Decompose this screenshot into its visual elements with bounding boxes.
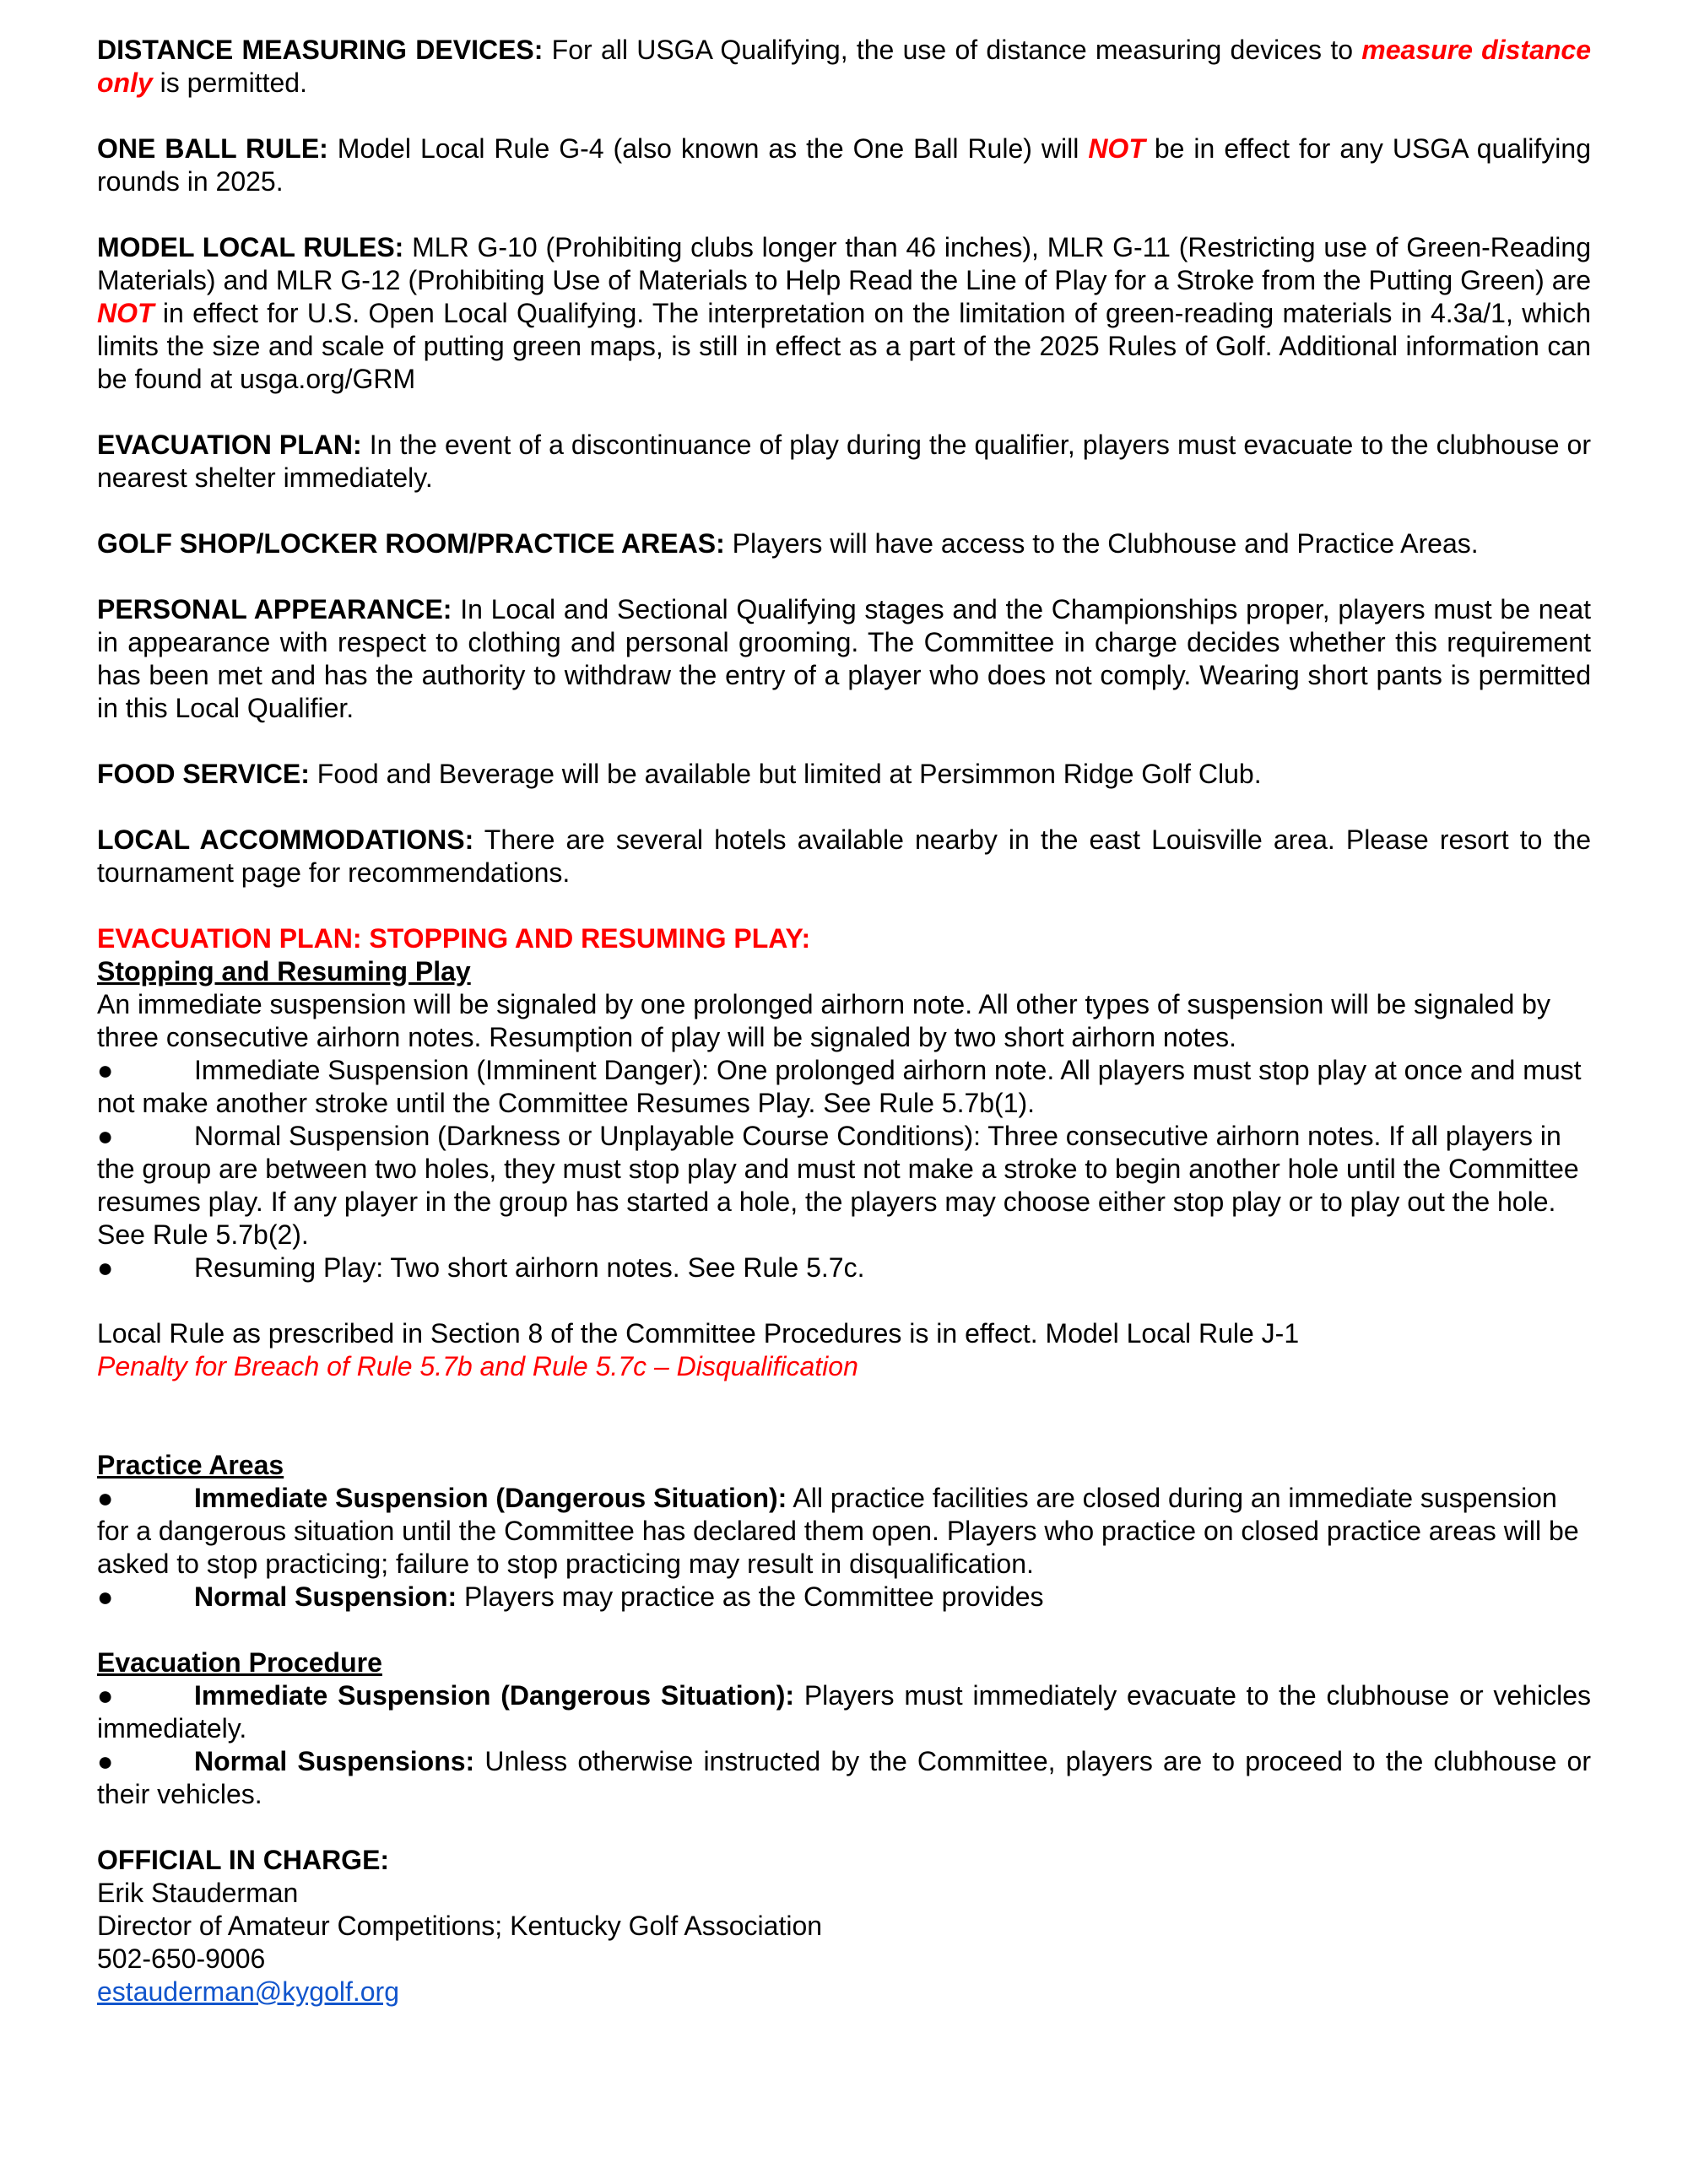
- bullet-item-immediate-suspension: [97, 1054, 1591, 1120]
- red-emphasis-text: measure distance only: [97, 35, 1592, 98]
- heading-stopping-and-resuming-play: [97, 955, 1591, 988]
- section-label: DISTANCE MEASURING DEVICES:: [97, 35, 544, 65]
- heading-official-in-charge: [97, 1844, 1591, 1877]
- official-name: [97, 1877, 1591, 1910]
- body-text: Local Rule as prescribed in Section 8 of the Committee Procedures is in effect. Model Local Rule J-1: [97, 1318, 1300, 1349]
- paragraph-personal-appearance: [97, 593, 1591, 725]
- bullet-item-practice-normal: [97, 1581, 1591, 1614]
- bullet-icon: ●: [97, 1055, 114, 1085]
- body-text: Players will have access to the Clubhouse and Practice Areas.: [724, 528, 1479, 559]
- section-label: MODEL LOCAL RULES:: [97, 232, 404, 262]
- phone-number: 502-650-9006: [97, 1943, 266, 1974]
- bullet-item-evac-immediate: [97, 1679, 1591, 1745]
- body-text: For all USGA Qualifying, the use of distance measuring devices to: [543, 35, 1362, 65]
- bullet-icon: ●: [97, 1483, 114, 1513]
- subsection-heading: Evacuation Procedure: [97, 1647, 382, 1678]
- body-text: in effect for U.S. Open Local Qualifying. The interpretation on the limitation of green-reading materials in 4.3a/1, which limits the size and scale of putting green maps, is still in effect as a part of the 2025 Rules of Golf. Additional information can be found at usga.org/GRM: [97, 298, 1591, 394]
- paragraph-distance-measuring-devices: [97, 34, 1591, 100]
- body-text: Model Local Rule G-4 (also known as the One Ball Rule) will: [327, 133, 1089, 164]
- bullet-item-normal-suspension: [97, 1120, 1591, 1251]
- bullet-text: Players may practice as the Committee provides: [457, 1581, 1044, 1612]
- body-text: Erik Stauderman: [97, 1878, 299, 1908]
- section-label: FOOD SERVICE:: [97, 759, 310, 789]
- paragraph-golf-shop: [97, 527, 1591, 560]
- paragraph-local-rule-section8: [97, 1317, 1591, 1350]
- bullet-bold-lead: Immediate Suspension (Dangerous Situation):: [194, 1680, 795, 1711]
- official-phone: [97, 1943, 1591, 1976]
- section-label: ONE BALL RULE:: [97, 133, 328, 164]
- red-section-heading: EVACUATION PLAN: STOPPING AND RESUMING PLAY:: [97, 923, 811, 954]
- email-link[interactable]: estauderman@kygolf.org: [97, 1976, 399, 2007]
- paragraph-local-accommodations: [97, 824, 1591, 889]
- paragraph-one-ball-rule: [97, 132, 1591, 198]
- bullet-text: Resuming Play: Two short airhorn notes. See Rule 5.7c.: [194, 1252, 865, 1283]
- section-label: LOCAL ACCOMMODATIONS:: [97, 824, 474, 855]
- heading-evacuation-procedure: [97, 1646, 1591, 1679]
- section-label: PERSONAL APPEARANCE:: [97, 594, 452, 624]
- heading-practice-areas: [97, 1449, 1591, 1482]
- subsection-heading: Stopping and Resuming Play: [97, 956, 471, 987]
- official-title: [97, 1910, 1591, 1943]
- bullet-text: Unless otherwise instructed by the Committee, players are to proceed to the clubhouse or their vehicles.: [97, 1746, 1592, 1809]
- section-label: GOLF SHOP/LOCKER ROOM/PRACTICE AREAS:: [97, 528, 725, 559]
- bullet-text: Immediate Suspension (Imminent Danger): One prolonged airhorn note. All players must stop play at once and must not make another stroke until the Committee Resumes Play. See Rule 5.7b(1).: [97, 1055, 1582, 1118]
- red-emphasis-text: NOT: [97, 298, 154, 328]
- bullet-item-evac-normal: [97, 1745, 1591, 1811]
- body-text: There are several hotels available nearby in the east Louisville area. Please resort to the tournament page for recommendations.: [97, 824, 1592, 888]
- paragraph-penalty-statement: [97, 1350, 1591, 1383]
- official-email-row: [97, 1976, 1591, 2008]
- body-text: An immediate suspension will be signaled by one prolonged airhorn note. All other types of suspension will be signaled by three consecutive airhorn notes. Resumption of play will be signaled by two short airhorn notes.: [97, 989, 1550, 1052]
- bullet-bold-lead: Immediate Suspension (Dangerous Situation):: [194, 1483, 787, 1513]
- paragraph-suspension-intro: [97, 988, 1591, 1054]
- paragraph-evacuation-plan: [97, 429, 1591, 495]
- paragraph-model-local-rules: [97, 231, 1591, 396]
- bullet-item-practice-immediate: [97, 1482, 1591, 1581]
- body-text: Food and Beverage will be available but limited at Persimmon Ridge Golf Club.: [309, 759, 1262, 789]
- bullet-text: Normal Suspension (Darkness or Unplayable Course Conditions): Three consecutive airhorn notes. If all players in the group are between two holes, they must stop play and must not make a stroke to begin another hole until the Committee resumes play. If any player in the group has started a hole, the players may choose either stop play or to play out the hole. See Rule 5.7b(2).: [97, 1121, 1579, 1250]
- body-text: In the event of a discontinuance of play during the qualifier, players must evacuate to the clubhouse or nearest shelter immediately.: [97, 430, 1592, 493]
- red-emphasis-text: NOT: [1088, 133, 1145, 164]
- bullet-icon: ●: [97, 1121, 114, 1151]
- paragraph-food-service: [97, 758, 1591, 791]
- bullet-item-resuming-play: [97, 1251, 1591, 1284]
- section-label: OFFICIAL IN CHARGE:: [97, 1845, 390, 1875]
- body-text: MLR G-10 (Prohibiting clubs longer than 46 inches), MLR G-11 (Restricting use of Green-Reading Materials) and MLR G-12 (Prohibiting Use of Materials to Help Read the Line of Play for a Stroke from the Putting Green) are: [97, 232, 1592, 295]
- body-text: is permitted.: [152, 68, 307, 98]
- bullet-text: All practice facilities are closed during an immediate suspension for a dangerous situation until the Committee has declared them open. Players who practice on closed practice areas will be asked to stop practicing; failure to stop practicing may result in disqualification.: [97, 1483, 1579, 1579]
- heading-evacuation-stopping-resuming: [97, 922, 1591, 955]
- section-label: EVACUATION PLAN:: [97, 430, 362, 460]
- penalty-text: Penalty for Breach of Rule 5.7b and Rule 5.7c – Disqualification: [97, 1351, 858, 1381]
- body-text: In Local and Sectional Qualifying stages and the Championships proper, players must be neat in appearance with respect to clothing and personal grooming. The Committee in charge decides whether this requirement has been met and has the authority to withdraw the entry of a player who does not comply. Wearing short pants is permitted in this Local Qualifier.: [97, 594, 1592, 723]
- bullet-bold-lead: Normal Suspension:: [194, 1581, 457, 1612]
- bullet-bold-lead: Normal Suspensions:: [194, 1746, 475, 1776]
- bullet-icon: ●: [97, 1581, 114, 1612]
- bullet-icon: ●: [97, 1680, 114, 1711]
- bullet-icon: ●: [97, 1252, 114, 1283]
- bullet-text: Players must immediately evacuate to the clubhouse or vehicles immediately.: [97, 1680, 1592, 1743]
- body-text: be in effect for any USGA qualifying rounds in 2025.: [97, 133, 1591, 197]
- bullet-icon: ●: [97, 1746, 114, 1776]
- body-text: Director of Amateur Competitions; Kentucky Golf Association: [97, 1911, 823, 1941]
- subsection-heading: Practice Areas: [97, 1450, 284, 1480]
